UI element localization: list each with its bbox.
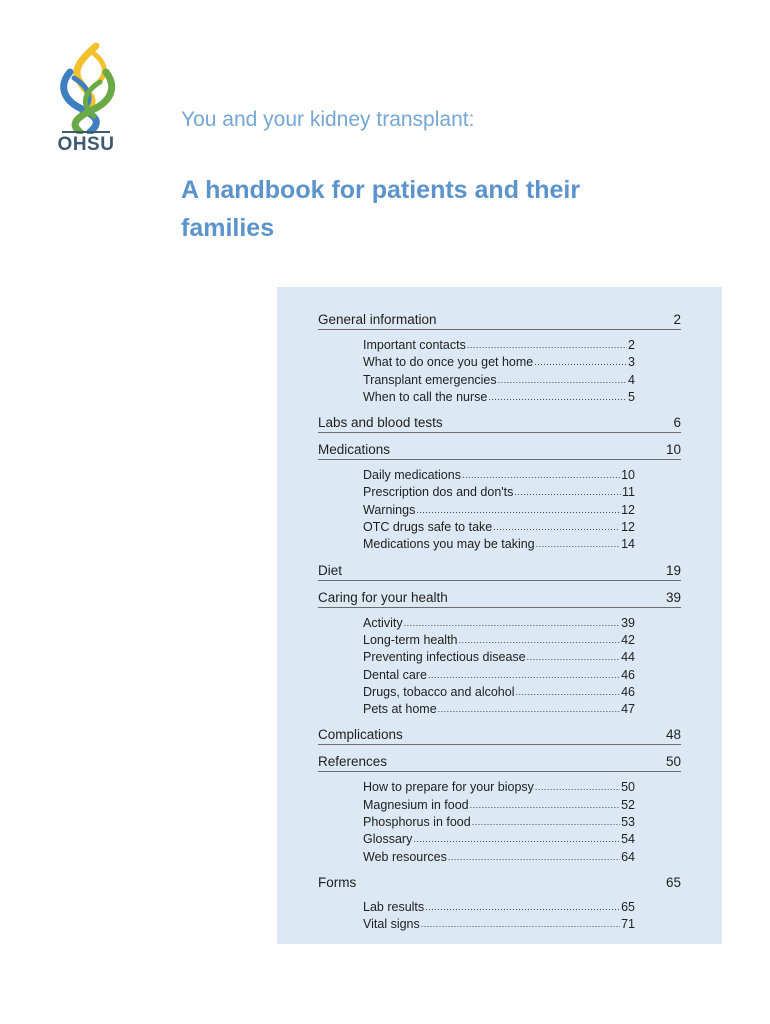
toc-section[interactable]	[318, 589, 681, 608]
toc-section-page: 48	[665, 727, 681, 743]
toc-item[interactable]	[363, 536, 635, 553]
toc-section-page: 39	[665, 589, 681, 605]
toc-item-label: Warnings	[363, 502, 416, 517]
toc-item[interactable]	[363, 519, 635, 536]
toc-section[interactable]	[318, 311, 681, 330]
toc-item-label: Important contacts	[363, 338, 466, 352]
document-subtitle: You and your kidney transplant:	[181, 108, 475, 131]
dot-leader	[416, 502, 620, 519]
dot-leader	[515, 684, 620, 701]
toc-section[interactable]	[318, 562, 681, 581]
toc-item[interactable]	[363, 649, 635, 666]
toc-item[interactable]	[363, 615, 635, 632]
toc-section-title: Medications	[318, 442, 391, 458]
table-of-contents	[277, 287, 722, 944]
toc-subsection-list	[363, 899, 635, 934]
toc-item-page: 64	[621, 849, 635, 864]
dot-leader	[425, 899, 620, 916]
toc-item[interactable]	[363, 849, 635, 866]
toc-item-page: 47	[621, 702, 635, 717]
toc-item-page: 71	[621, 917, 635, 932]
toc-item-label: Phosphorus in food	[363, 815, 471, 830]
dot-leader	[488, 389, 627, 406]
toc-item-label: How to prepare for your biopsy	[363, 780, 534, 795]
toc-section[interactable]	[318, 874, 681, 892]
logo-text: OHSU	[57, 134, 115, 155]
toc-subsection-list	[363, 467, 635, 553]
toc-item-page: 10	[621, 468, 635, 483]
toc-item[interactable]	[363, 684, 635, 701]
toc-item-page: 14	[621, 537, 635, 552]
toc-item-page: 46	[621, 667, 635, 682]
toc-item[interactable]	[363, 916, 635, 933]
toc-subsection-list	[363, 615, 635, 719]
toc-item-label: Dental care	[363, 667, 427, 682]
dot-leader	[470, 797, 620, 814]
toc-item-page: 52	[621, 797, 635, 812]
toc-item-page: 46	[621, 684, 635, 699]
dot-leader	[428, 667, 620, 684]
dot-leader	[472, 814, 620, 831]
toc-item-page: 39	[621, 615, 635, 630]
toc-section-page: 19	[665, 562, 681, 578]
toc-item[interactable]	[363, 354, 635, 371]
section-spacer	[318, 745, 681, 753]
toc-item-label: Drugs, tobacco and alcohol	[363, 684, 515, 699]
dot-leader	[448, 849, 620, 866]
toc-item[interactable]	[363, 337, 635, 354]
toc-item[interactable]	[363, 899, 635, 916]
ohsu-helix-icon	[50, 42, 122, 134]
dot-leader	[459, 632, 621, 649]
dot-leader	[498, 372, 627, 389]
toc-item-page: 11	[622, 485, 635, 500]
toc-item-label: Lab results	[363, 899, 425, 914]
toc-item-label: What to do once you get home	[363, 355, 534, 370]
toc-item-label: Activity	[363, 615, 403, 630]
toc-section[interactable]	[318, 441, 681, 460]
toc-item-page: 12	[621, 502, 635, 517]
toc-section[interactable]	[318, 726, 681, 745]
toc-item-label: Long-term health	[363, 632, 458, 647]
toc-item-label: Prescription dos and don'ts	[363, 485, 514, 500]
dot-leader	[514, 484, 621, 501]
toc-item-page: 44	[621, 650, 635, 665]
toc-item-page: 4	[628, 372, 635, 387]
dot-leader	[413, 831, 620, 848]
toc-item[interactable]	[363, 372, 635, 389]
toc-section-page: 6	[673, 415, 681, 431]
toc-section[interactable]	[318, 414, 681, 433]
toc-item-label: Pets at home	[363, 702, 437, 717]
toc-item-label: Vital signs	[363, 917, 420, 932]
toc-item-page: 12	[621, 520, 635, 535]
toc-item-label: Glossary	[363, 832, 413, 847]
toc-section-title: Complications	[318, 727, 403, 743]
dot-leader	[535, 779, 620, 796]
toc-item[interactable]	[363, 632, 635, 649]
dot-leader	[404, 615, 621, 632]
ohsu-logo	[50, 42, 122, 158]
toc-item-label: When to call the nurse	[363, 389, 488, 404]
toc-item-page: 50	[621, 780, 635, 795]
toc-subsection-list	[363, 337, 635, 406]
toc-section-page: 2	[673, 312, 681, 327]
dot-leader	[534, 354, 627, 371]
dot-leader	[536, 536, 620, 553]
toc-item[interactable]	[363, 831, 635, 848]
toc-item-label: Magnesium in food	[363, 797, 469, 812]
toc-item[interactable]	[363, 467, 635, 484]
dot-leader	[421, 916, 620, 933]
toc-item-page: 53	[621, 815, 635, 830]
toc-item[interactable]	[363, 484, 635, 501]
toc-section-page: 50	[665, 754, 681, 770]
toc-item[interactable]	[363, 667, 635, 684]
toc-item-page: 2	[628, 338, 635, 352]
toc-item[interactable]	[363, 814, 635, 831]
dot-leader	[467, 337, 627, 354]
dot-leader	[462, 467, 620, 484]
toc-item-page: 65	[621, 899, 635, 914]
toc-section-title: Forms	[318, 874, 357, 890]
dot-leader	[527, 649, 620, 666]
toc-item-label: Medications you may be taking	[363, 537, 535, 552]
toc-item-label: Daily medications	[363, 468, 461, 483]
toc-item[interactable]	[363, 701, 635, 718]
toc-item[interactable]	[363, 779, 635, 796]
toc-section-title: Caring for your health	[318, 589, 448, 605]
toc-item-page: 5	[628, 389, 635, 404]
toc-section-title: Diet	[318, 562, 343, 578]
document-title: A handbook for patients and their families	[181, 176, 581, 242]
section-spacer	[318, 433, 681, 441]
toc-item-label: Transplant emergencies	[363, 372, 497, 387]
toc-section[interactable]	[318, 753, 681, 772]
toc-item-label: OTC drugs safe to take	[363, 520, 493, 535]
dot-leader	[438, 701, 620, 718]
section-spacer	[318, 581, 681, 589]
toc-item-page: 54	[621, 832, 635, 847]
toc-item[interactable]	[363, 502, 635, 519]
toc-item[interactable]	[363, 389, 635, 406]
toc-item-page: 42	[621, 632, 635, 647]
toc-item-label: Preventing infectious disease	[363, 650, 526, 665]
toc-item[interactable]	[363, 797, 635, 814]
toc-section-title: References	[318, 754, 388, 770]
toc-section-page: 10	[665, 442, 681, 458]
toc-list	[318, 311, 681, 942]
dot-leader	[493, 519, 620, 536]
toc-section-title: General information	[318, 312, 437, 327]
toc-item-label: Web resources	[363, 849, 447, 864]
toc-section-page: 65	[665, 874, 681, 890]
toc-item-page: 3	[628, 355, 635, 370]
toc-section-title: Labs and blood tests	[318, 415, 443, 431]
toc-subsection-list	[363, 779, 635, 865]
